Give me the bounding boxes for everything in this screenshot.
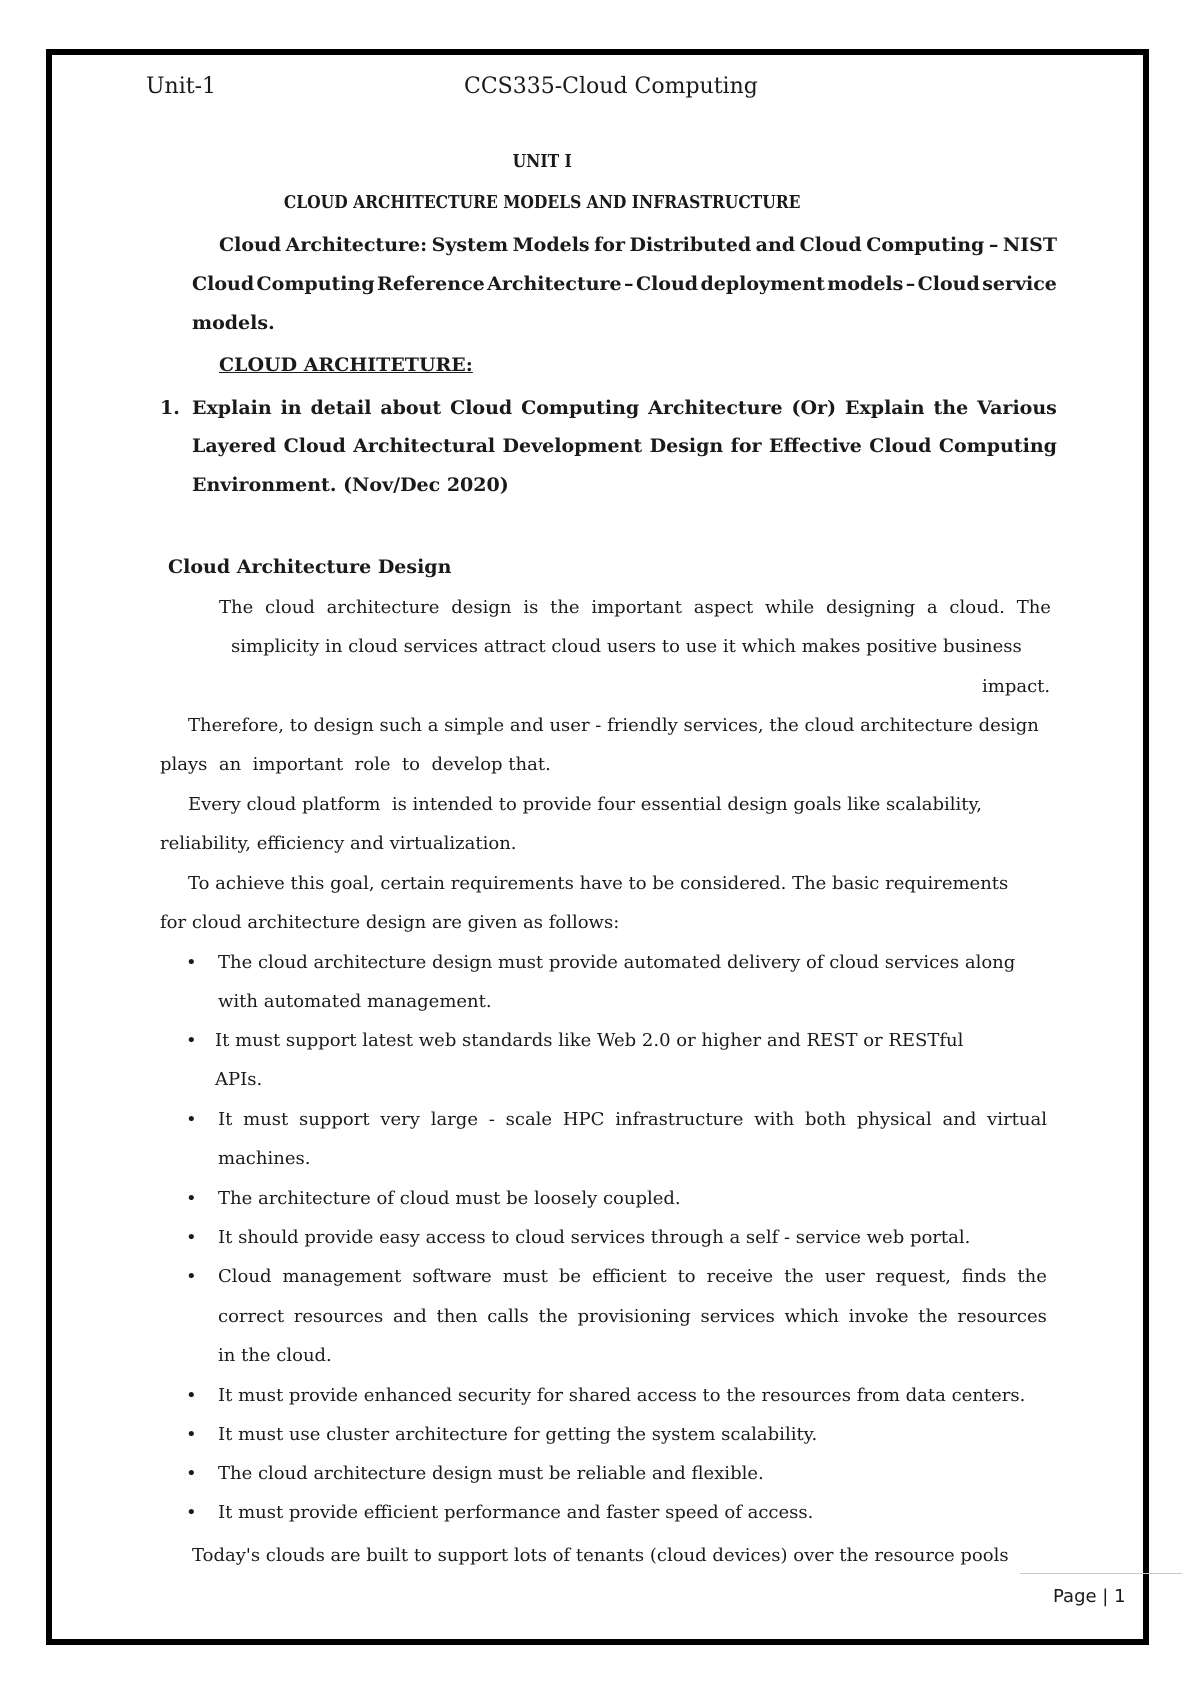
bullet-marker: • <box>186 1266 197 1287</box>
bullet-marker: • <box>186 1109 197 1130</box>
bullet-6-line-2 <box>218 1306 1047 1327</box>
word: then <box>436 1306 478 1327</box>
para2-line-2: plays an important role to develop that. <box>160 754 551 775</box>
word: Effective <box>768 435 862 457</box>
word: - <box>488 1109 495 1130</box>
word: Models <box>512 234 590 256</box>
page-number: Page | 1 <box>1053 1586 1126 1607</box>
word: Architecture <box>487 273 622 295</box>
bullet-1-line-1: The cloud architecture design must provide automated delivery of cloud services along <box>218 952 1016 973</box>
word: for <box>594 234 625 256</box>
para4-line-2: for cloud architecture design are given as follows: <box>160 912 620 933</box>
question-line-1 <box>192 397 1057 419</box>
para3-line-1: Every cloud platform is intended to provide four essential design goals like scalability, <box>188 794 983 815</box>
word: calls <box>487 1306 529 1327</box>
bullet-8-line-1: It must use cluster architecture for getting the system scalability. <box>218 1424 818 1445</box>
syllabus-line-2 <box>192 273 1057 295</box>
word: cloud. <box>949 597 1005 618</box>
word: Computing <box>866 234 985 256</box>
word: Architecture: <box>285 234 428 256</box>
footer-rule <box>1020 1573 1182 1574</box>
word: Development <box>502 435 643 457</box>
word: which <box>784 1306 839 1327</box>
bullet-9-line-1: The cloud architecture design must be reliable and flexible. <box>218 1463 764 1484</box>
bullet-1-line-2: with automated management. <box>218 991 492 1012</box>
word: must <box>243 1109 289 1130</box>
word: designing <box>825 597 916 618</box>
bullet-6-line-3: in the cloud. <box>218 1345 332 1366</box>
para1-line-1 <box>219 597 1051 618</box>
word: with <box>754 1109 795 1130</box>
word: cloud <box>265 597 315 618</box>
word: Various <box>977 397 1057 419</box>
word: Cloud <box>799 234 862 256</box>
word: Design <box>649 435 724 457</box>
word: models <box>827 273 904 295</box>
word: Cloud <box>450 397 513 419</box>
word: and <box>942 1109 977 1130</box>
word: – <box>905 273 916 295</box>
word: The <box>219 597 254 618</box>
word: scale <box>505 1109 553 1130</box>
bullet-marker: • <box>186 1030 197 1051</box>
word: the <box>1017 1266 1047 1287</box>
word: Cloud <box>635 273 699 295</box>
word: design <box>451 597 512 618</box>
word: Cloud <box>869 435 932 457</box>
word: software <box>412 1266 492 1287</box>
word: deployment <box>700 273 825 295</box>
word: provisioning <box>577 1306 691 1327</box>
word: management <box>282 1266 402 1287</box>
bullet-6-line-1 <box>218 1266 1047 1287</box>
word: Layered <box>192 435 277 457</box>
word: HPC <box>562 1109 605 1130</box>
word: aspect <box>693 597 754 618</box>
unit-subtitle: CLOUD ARCHITECTURE MODELS AND INFRASTRUCTURE <box>283 192 801 213</box>
subheading: Cloud Architecture Design <box>168 556 452 578</box>
word: Computing <box>256 273 375 295</box>
word: the <box>918 1306 948 1327</box>
word: invoke <box>848 1306 909 1327</box>
header-course: CCS335-Cloud Computing <box>464 74 758 99</box>
word: Distributed <box>629 234 752 256</box>
bullet-3-line-2: machines. <box>218 1148 311 1169</box>
bullet-2-line-2: APIs. <box>215 1069 263 1090</box>
word: – <box>624 273 634 295</box>
word: request, <box>875 1266 952 1287</box>
bullet-marker: • <box>186 1385 197 1406</box>
word: Architectural <box>353 435 496 457</box>
unit-title: UNIT I <box>512 151 572 172</box>
para2-line-1: Therefore, to design such a simple and user - friendly services, the cloud architecture design <box>188 715 1039 736</box>
word: the <box>933 397 969 419</box>
word: and <box>755 234 796 256</box>
word: be <box>558 1266 582 1287</box>
word: Cloud <box>218 1266 272 1287</box>
word: correct <box>218 1306 285 1327</box>
word: architecture <box>326 597 440 618</box>
word: Explain <box>844 397 925 419</box>
word: (Or) <box>791 397 837 419</box>
word: important <box>591 597 682 618</box>
word: Computing <box>938 435 1057 457</box>
word: – <box>988 234 999 256</box>
bullet-marker: • <box>186 1424 197 1445</box>
para1-line-2: simplicity in cloud services attract cloud users to use it which makes positive business <box>231 636 1022 657</box>
bullet-marker: • <box>186 952 197 973</box>
word: Reference <box>377 273 485 295</box>
word: System <box>431 234 509 256</box>
bullet-3-line-1 <box>218 1109 1047 1130</box>
word: user <box>824 1266 865 1287</box>
word: large <box>430 1109 478 1130</box>
word: detail <box>310 397 372 419</box>
word: to <box>677 1266 696 1287</box>
para1-line-3: impact. <box>982 676 1051 697</box>
word: Cloud <box>283 435 346 457</box>
word: and <box>392 1306 427 1327</box>
word: for <box>730 435 762 457</box>
bullet-4-line-1: The architecture of cloud must be loosely coupled. <box>218 1188 681 1209</box>
question-number: 1. <box>160 397 180 419</box>
word: resources <box>293 1306 384 1327</box>
word: efficient <box>592 1266 667 1287</box>
word: the <box>550 597 580 618</box>
word: in <box>280 397 302 419</box>
word: The <box>1016 597 1051 618</box>
header-unit: Unit-1 <box>146 74 217 99</box>
bullet-marker: • <box>186 1502 197 1523</box>
word: Architecture <box>648 397 783 419</box>
word: must <box>502 1266 548 1287</box>
word: about <box>380 397 442 419</box>
word: is <box>523 597 539 618</box>
word: a <box>926 597 938 618</box>
word: the <box>538 1306 568 1327</box>
word: NIST <box>1002 234 1057 256</box>
bullet-2-line-1: It must support latest web standards like Web 2.0 or higher and REST or RESTful <box>215 1030 964 1051</box>
word: Computing <box>521 397 640 419</box>
word: services <box>700 1306 775 1327</box>
syllabus-line-1 <box>219 234 1057 256</box>
closing-line: Today's clouds are built to support lots of tenants (cloud devices) over the resource pools <box>192 1545 1009 1566</box>
word: It <box>218 1109 233 1130</box>
syllabus-line-3: models. <box>192 312 275 334</box>
para3-line-2: reliability, efficiency and virtualization. <box>160 833 517 854</box>
bullet-marker: • <box>186 1463 197 1484</box>
word: finds <box>962 1266 1007 1287</box>
word: virtual <box>987 1109 1047 1130</box>
word: receive <box>706 1266 774 1287</box>
word: service <box>982 273 1057 295</box>
word: Cloud <box>219 234 282 256</box>
para4-line-1: To achieve this goal, certain requirements have to be considered. The basic requirements <box>188 873 1009 894</box>
word: physical <box>856 1109 932 1130</box>
word: while <box>764 597 815 618</box>
bullet-marker: • <box>186 1227 197 1248</box>
bullet-7-line-1: It must provide enhanced security for shared access to the resources from data centers. <box>218 1385 1026 1406</box>
word: both <box>804 1109 847 1130</box>
word: support <box>299 1109 370 1130</box>
word: very <box>380 1109 420 1130</box>
question-line-3: Environment. (Nov/Dec 2020) <box>192 474 509 496</box>
bullet-5-line-1: It should provide easy access to cloud services through a self - service web portal. <box>218 1227 971 1248</box>
word: the <box>784 1266 814 1287</box>
word: Cloud <box>192 273 255 295</box>
word: Explain <box>192 397 272 419</box>
word: infrastructure <box>615 1109 744 1130</box>
word: Cloud <box>917 273 980 295</box>
section-heading: CLOUD ARCHITETURE: <box>219 354 473 376</box>
bullet-marker: • <box>186 1188 197 1209</box>
word: resources <box>957 1306 1047 1327</box>
question-line-2 <box>192 435 1057 457</box>
bullet-10-line-1: It must provide efficient performance and faster speed of access. <box>218 1502 814 1523</box>
